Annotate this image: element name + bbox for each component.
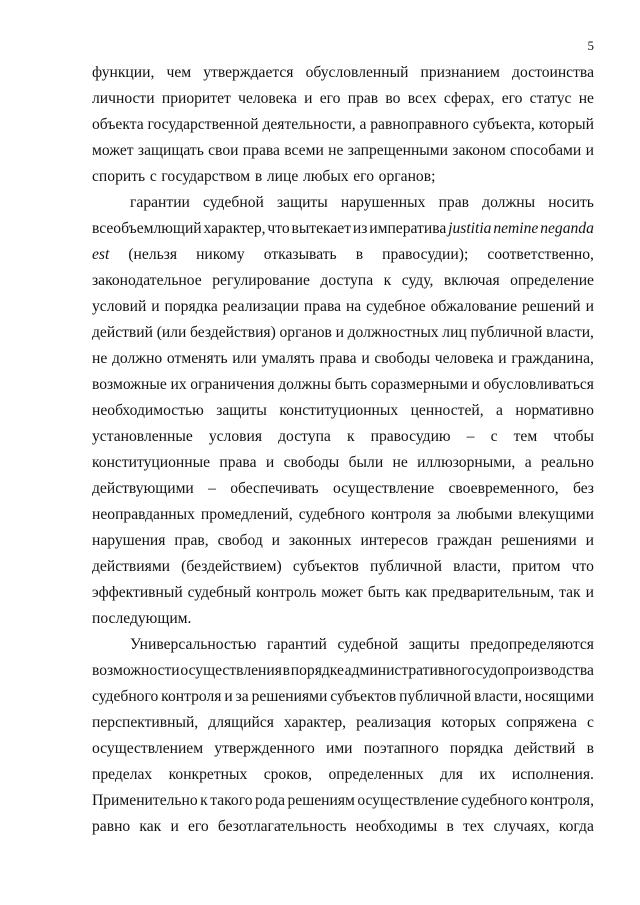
word: судебный [187, 584, 252, 601]
word: длящийся [208, 714, 274, 731]
word: утвержденного [214, 740, 315, 757]
text-line [92, 528, 594, 554]
word: спорить [92, 168, 146, 185]
word: достоинства [512, 64, 594, 81]
word: публичной [399, 688, 472, 705]
word: может [92, 142, 134, 159]
word: за [437, 506, 451, 523]
word: Универсальностью [130, 636, 257, 653]
word: такого [210, 792, 253, 809]
text-line [92, 60, 594, 86]
word: (нельзя [128, 246, 178, 263]
word: признанием [420, 64, 500, 81]
word: сопряжена [506, 714, 577, 731]
word: определенных [328, 766, 424, 783]
word: решениям [287, 792, 355, 809]
word: решений [521, 298, 581, 315]
word: ими [325, 740, 353, 757]
word: власти, [546, 324, 594, 341]
word: определение [510, 272, 594, 289]
text-line [92, 372, 594, 398]
word: свобод [217, 532, 263, 549]
word: публичной [470, 324, 543, 341]
word: власти, [474, 688, 522, 705]
word: установленные [92, 428, 193, 445]
word: и [585, 532, 594, 549]
word: контроля [370, 506, 432, 523]
word: и [335, 324, 344, 341]
word: Применительно [92, 792, 198, 809]
word: условия [208, 428, 263, 445]
word: действий [92, 324, 153, 341]
word: осуществлением [92, 740, 204, 757]
word: с [587, 714, 594, 731]
word: – [466, 428, 475, 445]
word: как [139, 818, 162, 835]
word: субъектов [292, 558, 359, 575]
word: и [170, 818, 179, 835]
word: и [361, 350, 370, 367]
text-line [92, 658, 594, 684]
word: правосудию [370, 428, 451, 445]
word: а [496, 402, 503, 419]
word: объекта [92, 116, 144, 133]
word: личности [92, 90, 155, 107]
word: и [585, 142, 594, 159]
word: права [219, 454, 257, 471]
word: порядка [449, 740, 504, 757]
word: отменять [166, 350, 228, 367]
word: отказывать [263, 246, 337, 263]
word: судебного [298, 506, 365, 523]
word: ценностей, [410, 402, 484, 419]
word: любых [302, 168, 349, 185]
word: необходимы [355, 818, 438, 835]
word: субъекта, [472, 116, 535, 133]
word: прав, [174, 532, 209, 549]
word: (или [156, 324, 187, 341]
word: эффективный [92, 584, 183, 601]
text-line [92, 216, 594, 242]
word: justitia [448, 220, 492, 237]
text-line [92, 294, 594, 320]
word: всех [407, 90, 437, 107]
word: решениями [251, 688, 328, 705]
word: предопределяются [470, 636, 594, 653]
word: запрещенными [347, 142, 448, 159]
text-line [92, 242, 594, 268]
word: предварительным, [431, 584, 555, 601]
word: субъектов [330, 688, 397, 705]
word: своевременного, [448, 480, 559, 497]
word: а [524, 454, 532, 471]
word: умалять [261, 350, 315, 367]
word: были [348, 454, 384, 471]
word: их [170, 376, 187, 393]
word: должны [482, 194, 536, 211]
word: действиями [92, 558, 171, 575]
text-line [92, 112, 594, 138]
word: тем [513, 428, 538, 445]
word: соразмерными [370, 376, 468, 393]
text-line [92, 320, 594, 346]
word: не [392, 454, 408, 471]
word: способами [510, 142, 582, 159]
word: носящими [524, 688, 594, 705]
text-line [92, 424, 594, 450]
word: когда [558, 818, 594, 835]
word: доступа [278, 428, 331, 445]
text-line [92, 138, 594, 164]
word: реально [540, 454, 594, 471]
word: обжалование [430, 298, 518, 315]
word: деятельности, [262, 116, 356, 133]
word: и [151, 298, 160, 315]
word: и [585, 298, 594, 315]
word: обусловленный [305, 64, 409, 81]
word: и [498, 350, 507, 367]
word: судебного [92, 688, 159, 705]
word: быть [367, 584, 401, 601]
word: контроля [161, 688, 222, 705]
word: решениями [500, 532, 577, 549]
word: контроль [256, 584, 317, 601]
word: гарантий [267, 636, 327, 653]
word: neganda [540, 220, 594, 237]
word: с [149, 168, 157, 185]
text-line [92, 606, 594, 632]
text-line [92, 398, 594, 424]
word: свободы [374, 350, 431, 367]
word: сроков, [263, 766, 313, 783]
word: порядка [164, 298, 218, 315]
word: гарантии [130, 194, 190, 211]
text-line [92, 736, 594, 762]
word: промедлений, [200, 506, 293, 523]
page-number: 5 [587, 38, 594, 53]
text-line [92, 684, 594, 710]
word: или [232, 350, 257, 367]
word: любыми [456, 506, 513, 523]
word: из [352, 220, 368, 237]
word: без [572, 480, 594, 497]
word: лиц [442, 324, 467, 341]
text-line [92, 710, 594, 736]
word: в [586, 740, 594, 757]
word: с [490, 428, 498, 445]
word: интересов [360, 532, 429, 549]
word: государством [161, 168, 251, 185]
text-line [92, 814, 594, 840]
word: так [559, 584, 581, 601]
word: реализация [356, 714, 432, 731]
word: власти, [453, 558, 501, 575]
word: не [328, 142, 344, 159]
word: его [501, 90, 523, 107]
word: на [345, 298, 362, 315]
word: случаях, [493, 818, 550, 835]
text-line [92, 450, 594, 476]
word: права [319, 350, 357, 367]
word: всеобъемлющий [92, 220, 202, 237]
word: осуществление [357, 792, 459, 809]
word: рода [255, 792, 285, 809]
text-line [92, 346, 594, 372]
word: действующими [92, 480, 194, 497]
word: что [267, 220, 290, 237]
word: приоритет [161, 90, 231, 107]
word: государственной [147, 116, 259, 133]
word: поэтапного [363, 740, 439, 757]
word: судебное [366, 298, 426, 315]
word: императива [369, 220, 447, 237]
word: что [571, 558, 594, 575]
word: характер, [203, 220, 266, 237]
word: как [405, 584, 427, 601]
word: во [385, 90, 401, 107]
word: и [304, 90, 313, 107]
word: статус [529, 90, 572, 107]
word: лице [266, 168, 299, 185]
word: не [92, 350, 108, 367]
word: защищать [137, 142, 204, 159]
word: исполнения. [511, 766, 594, 783]
text-line [92, 476, 594, 502]
text-line [92, 788, 594, 814]
word: – [208, 480, 216, 497]
word: носить [548, 194, 594, 211]
word: условий [92, 298, 147, 315]
word: конституционных [279, 402, 399, 419]
word: и [265, 454, 275, 471]
word: и [271, 532, 281, 549]
word: обеспечивать [230, 480, 319, 497]
word: вытекает [291, 220, 352, 237]
word: тех [463, 818, 485, 835]
word: осуществления [180, 662, 282, 679]
text-line [92, 190, 594, 216]
word: защиты [408, 636, 460, 653]
word: законом [452, 142, 506, 159]
word: должно [111, 350, 163, 367]
word: права [303, 298, 342, 315]
word: функции, [92, 64, 155, 81]
document-body [92, 60, 594, 840]
word: сферах, [443, 90, 495, 107]
word: контроля, [529, 792, 594, 809]
word: чем [166, 64, 192, 81]
word: законных [288, 532, 352, 549]
word: влекущими [518, 506, 594, 523]
word: для [440, 766, 463, 783]
word: их [479, 766, 496, 783]
word: к [383, 272, 392, 289]
word: которых [441, 714, 497, 731]
word: к [200, 792, 208, 809]
text-line [92, 762, 594, 788]
word: конституционные [92, 454, 210, 471]
word: в [446, 818, 454, 835]
word: защиты [216, 402, 267, 419]
word: суду, [401, 272, 434, 289]
word: порядке [290, 662, 344, 679]
word: чтобы [553, 428, 594, 445]
word: судопроизводства [475, 662, 594, 679]
word: его [319, 90, 341, 107]
word: административного [344, 662, 476, 679]
word: включая [443, 272, 500, 289]
word: последующим. [92, 610, 192, 627]
text-line [92, 502, 594, 528]
word: защиты [276, 194, 328, 211]
text-line [92, 268, 594, 294]
word: соответственно, [487, 246, 594, 263]
word: человека [238, 90, 297, 107]
text-line [92, 632, 594, 658]
word: его [188, 818, 209, 835]
word: в [355, 246, 364, 263]
word: обусловливаться [483, 376, 594, 393]
word: никому [196, 246, 245, 263]
word: органов; [378, 168, 436, 185]
word: публичной [369, 558, 442, 575]
word: человека [434, 350, 494, 367]
word: est [92, 246, 110, 263]
word: нарушенных [340, 194, 426, 211]
word: за [235, 688, 249, 705]
word: не [578, 90, 594, 107]
word: должны [278, 376, 332, 393]
word: и [224, 688, 233, 705]
word: судебной [203, 194, 264, 211]
word: правосудии); [382, 246, 469, 263]
word: равно [92, 818, 131, 835]
word: nemine [493, 220, 539, 237]
word: безотлагательность [217, 818, 347, 835]
word: может [321, 584, 363, 601]
word: утверждается [203, 64, 294, 81]
word: всеми [284, 142, 324, 159]
word: к [346, 428, 355, 445]
word: быть [334, 376, 368, 393]
word: осуществление [332, 480, 435, 497]
text-line [92, 86, 594, 112]
word: должностных [347, 324, 439, 341]
word: а [359, 116, 367, 133]
word: регулирование [212, 272, 310, 289]
word: права [242, 142, 280, 159]
word: возможности [92, 662, 180, 679]
word: свободы [283, 454, 340, 471]
word: характер, [284, 714, 347, 731]
word: притом [512, 558, 561, 575]
word: нормативно [515, 402, 594, 419]
word: прав [438, 194, 469, 211]
text-line [92, 164, 594, 190]
word: в [282, 662, 291, 679]
word: в [254, 168, 263, 185]
word: пределах [92, 766, 153, 783]
word: доступа [320, 272, 374, 289]
word: гражданина, [511, 350, 594, 367]
word: и [585, 584, 594, 601]
word: конкретных [168, 766, 248, 783]
word: (бездействием) [181, 558, 282, 575]
word: неоправданных [92, 506, 195, 523]
word: ограничения [190, 376, 275, 393]
word: судебного [461, 792, 528, 809]
word: органов [279, 324, 332, 341]
word: равноправного [370, 116, 469, 133]
word: действий [514, 740, 576, 757]
word: бездействия) [190, 324, 276, 341]
word: и [471, 376, 480, 393]
word: возможные [92, 376, 167, 393]
text-line [92, 580, 594, 606]
word: судебной [337, 636, 399, 653]
word: граждан [436, 532, 493, 549]
word: нарушения [92, 532, 166, 549]
word: реализации [222, 298, 299, 315]
word: который [538, 116, 594, 133]
word: перспективный, [92, 714, 199, 731]
word: иллюзорными, [417, 454, 516, 471]
word: свои [208, 142, 239, 159]
word: законодательное [92, 272, 202, 289]
word: прав [347, 90, 379, 107]
text-line [92, 554, 594, 580]
word: его [353, 168, 374, 185]
word: необходимостью [92, 402, 204, 419]
